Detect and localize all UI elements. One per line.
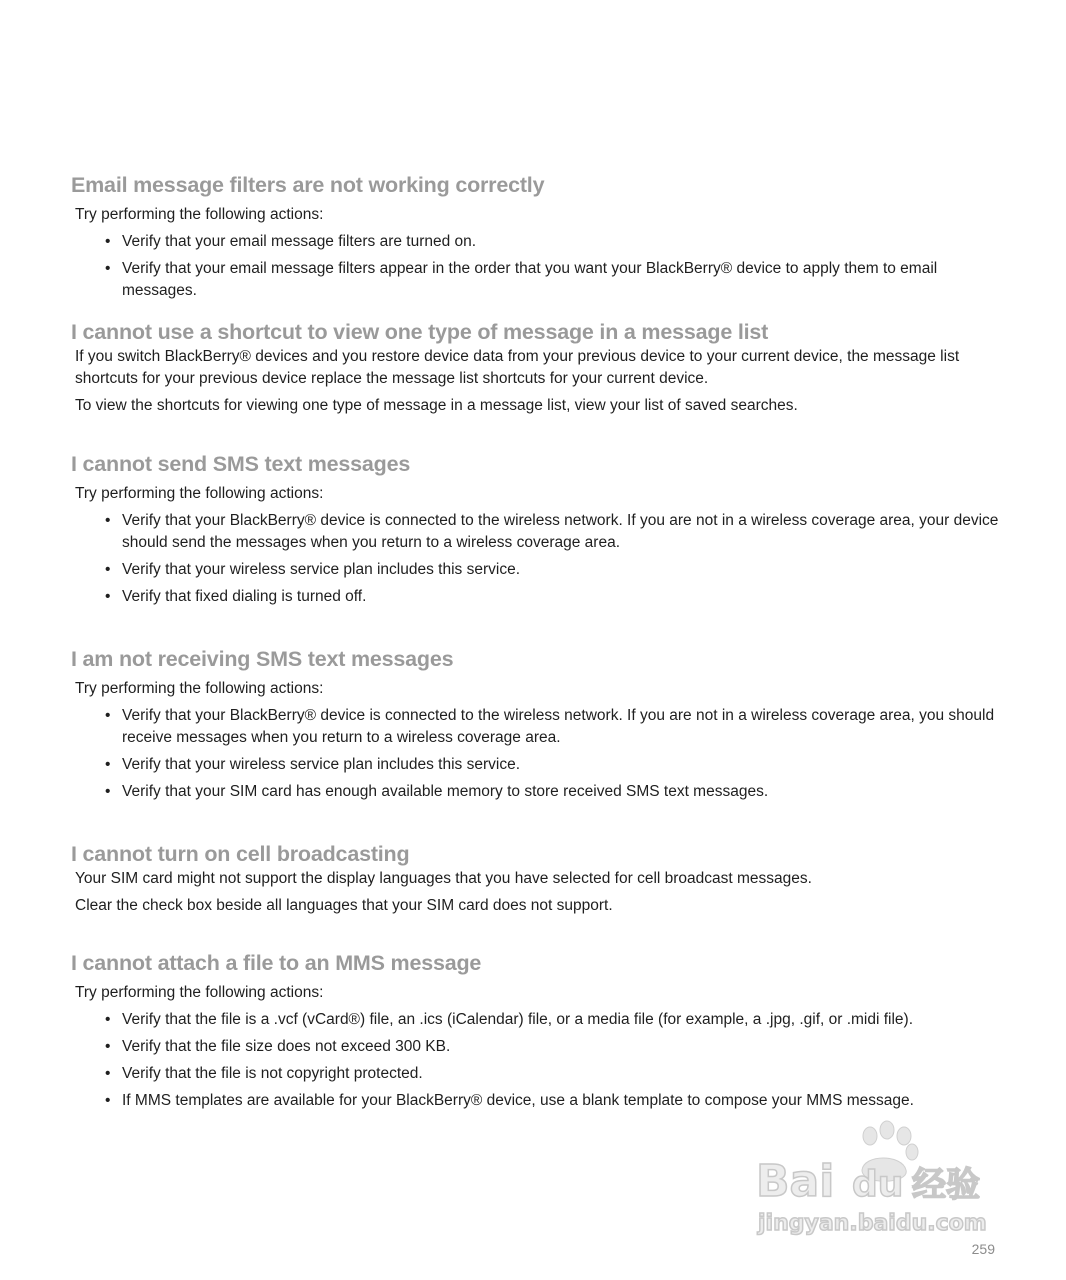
section-shortcut	[71, 318, 1011, 417]
svg-text:经验: 经验	[912, 1165, 980, 1205]
bullet-list	[71, 231, 1011, 302]
bullet-icon: •	[105, 588, 111, 605]
bullet-icon: •	[105, 260, 111, 277]
list-item: • Verify that the file is not copyright protected.	[71, 1063, 1011, 1085]
svg-text:du: du	[852, 1164, 904, 1205]
list-item: • Verify that your SIM card has enough available memory to store received SMS text messages.	[71, 781, 1011, 803]
list-item: • Verify that the file is a .vcf (vCard®) file, an .ics (iCalendar) file, or a media file (for example, a .jpg, .gif, or .midi file).	[71, 1009, 1011, 1031]
section-heading: I am not receiving SMS text messages	[71, 647, 454, 671]
list-item: • Verify that fixed dialing is turned off.	[71, 586, 1011, 608]
section-send-sms	[71, 450, 1011, 613]
bullet-list	[71, 705, 1011, 803]
section-paragraph: Clear the check box beside all languages that your SIM card does not support.	[75, 897, 613, 914]
svg-text:jingyan.baidu.com: jingyan.baidu.com	[758, 1211, 987, 1236]
bullet-icon: •	[105, 1038, 111, 1055]
section-intro: Try performing the following actions:	[75, 206, 324, 223]
section-intro: Try performing the following actions:	[75, 680, 324, 697]
list-item: • Verify that your email message filters are turned on.	[71, 231, 1011, 253]
list-item: • If MMS templates are available for your BlackBerry® device, use a blank template to compose your MMS message.	[71, 1090, 1011, 1112]
section-paragraph: If you switch BlackBerry® devices and you restore device data from your previous device to your current device, the message list shortcuts for your previous device replace the message list shortcuts for your current device.	[75, 348, 960, 387]
section-heading: I cannot send SMS text messages	[71, 452, 411, 476]
bullet-list	[71, 1009, 1011, 1112]
list-item: • Verify that your wireless service plan includes this service.	[71, 754, 1011, 776]
bullet-list	[71, 510, 1011, 608]
section-receive-sms	[71, 645, 1011, 808]
section-mms-attach	[71, 949, 1011, 1117]
bullet-icon: •	[105, 756, 111, 773]
section-intro: Try performing the following actions:	[75, 984, 324, 1001]
list-item: • Verify that the file size does not exceed 300 KB.	[71, 1036, 1011, 1058]
section-email-filters	[71, 171, 1011, 307]
section-heading: I cannot use a shortcut to view one type of message in a message list	[71, 320, 769, 344]
bullet-icon: •	[105, 512, 111, 529]
section-paragraph: To view the shortcuts for viewing one type of message in a message list, view your list of saved searches.	[75, 397, 798, 414]
bullet-icon: •	[105, 1065, 111, 1082]
bullet-icon: •	[105, 1011, 111, 1028]
baidu-watermark-logo	[752, 1118, 1006, 1238]
section-heading: I cannot attach a file to an MMS message	[71, 951, 482, 975]
page-number: 259	[971, 1241, 995, 1257]
section-heading: Email message filters are not working correctly	[71, 173, 545, 197]
bullet-icon: •	[105, 783, 111, 800]
list-item: • Verify that your wireless service plan includes this service.	[71, 559, 1011, 581]
section-intro: Try performing the following actions:	[75, 485, 324, 502]
list-item: • Verify that your BlackBerry® device is connected to the wireless network. If you are not in a wireless coverage area, your device should send the messages when you return to a wireless coverage area.	[105, 512, 999, 551]
section-paragraph: Your SIM card might not support the display languages that you have selected for cell broadcast messages.	[75, 870, 812, 887]
bullet-icon: •	[105, 707, 111, 724]
list-item: • Verify that your BlackBerry® device is connected to the wireless network. If you are not in a wireless coverage area, you should receive messages when you return to a wireless coverage area.	[105, 707, 995, 746]
section-cell-broadcasting	[71, 840, 1011, 917]
bullet-icon: •	[105, 233, 111, 250]
list-item: • Verify that your email message filters appear in the order that you want your BlackBerry® device to apply them to email messages.	[105, 260, 938, 299]
svg-text:Bai: Bai	[756, 1156, 835, 1207]
bullet-icon: •	[105, 1092, 111, 1109]
section-heading: I cannot turn on cell broadcasting	[71, 842, 410, 866]
bullet-icon: •	[105, 561, 111, 578]
